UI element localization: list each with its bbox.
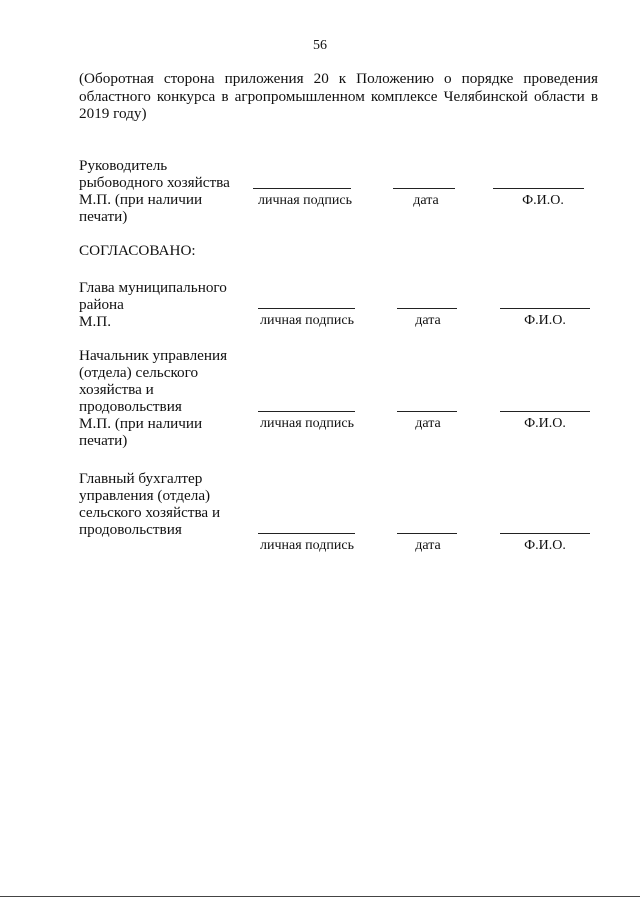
signer-title-line: продовольствия [79, 521, 182, 538]
date-caption: дата [413, 193, 439, 208]
signature-caption: личная подпись [260, 416, 354, 431]
date-line [397, 533, 457, 534]
signer-title-line: сельского хозяйства и [79, 504, 221, 521]
signature-caption: личная подпись [260, 538, 354, 553]
date-caption: дата [415, 313, 441, 328]
signer-title-line: продовольствия [79, 398, 182, 415]
signer-label-agriculture-dept-head [79, 347, 254, 449]
date-caption: дата [415, 538, 441, 553]
page-number: 56 [313, 38, 327, 53]
name-caption: Ф.И.О. [522, 193, 564, 208]
signer-title-line: печати) [79, 432, 128, 449]
signer-title-line: печати) [79, 208, 128, 225]
signer-label-fish-farm-head [79, 157, 254, 225]
signature-line [258, 308, 355, 309]
name-line [500, 308, 590, 309]
date-line [393, 188, 455, 189]
signature-line [253, 188, 351, 189]
signer-title-line: Главный бухгалтер [79, 470, 203, 487]
signature-caption: личная подпись [258, 193, 352, 208]
signer-title-line: (отдела) сельского [79, 364, 199, 381]
signer-title-line: М.П. [79, 313, 112, 330]
name-caption: Ф.И.О. [524, 313, 566, 328]
approved-heading: СОГЛАСОВАНО: [79, 242, 196, 259]
signer-title-line: М.П. (при наличии [79, 415, 203, 432]
signature-line [258, 411, 355, 412]
signer-title-line: хозяйства и [79, 381, 154, 398]
signer-title-line: управления (отдела) [79, 487, 211, 504]
date-caption: дата [415, 416, 441, 431]
signature-caption: личная подпись [260, 313, 354, 328]
signer-label-district-head [79, 279, 254, 330]
signer-title-line: района [79, 296, 124, 313]
date-line [397, 411, 457, 412]
date-line [397, 308, 457, 309]
name-line [500, 533, 590, 534]
signer-title-line: Глава муниципального [79, 279, 227, 296]
signature-line [258, 533, 355, 534]
name-caption: Ф.И.О. [524, 538, 566, 553]
name-caption: Ф.И.О. [524, 416, 566, 431]
scan-bottom-edge [0, 896, 640, 897]
signer-title-line: Руководитель [79, 157, 168, 174]
signer-title-line: М.П. (при наличии [79, 191, 203, 208]
signer-title-line: рыбоводного хозяйства [79, 174, 230, 191]
signer-label-chief-accountant [79, 470, 254, 538]
header-paragraph: (Оборотная сторона приложения 20 к Положению о порядке проведения областного конкурса в агропромышленном комплексе Челябинской области в 2019 году) [79, 70, 598, 122]
signer-title-line: Начальник управления [79, 347, 228, 364]
name-line [500, 411, 590, 412]
name-line [493, 188, 584, 189]
